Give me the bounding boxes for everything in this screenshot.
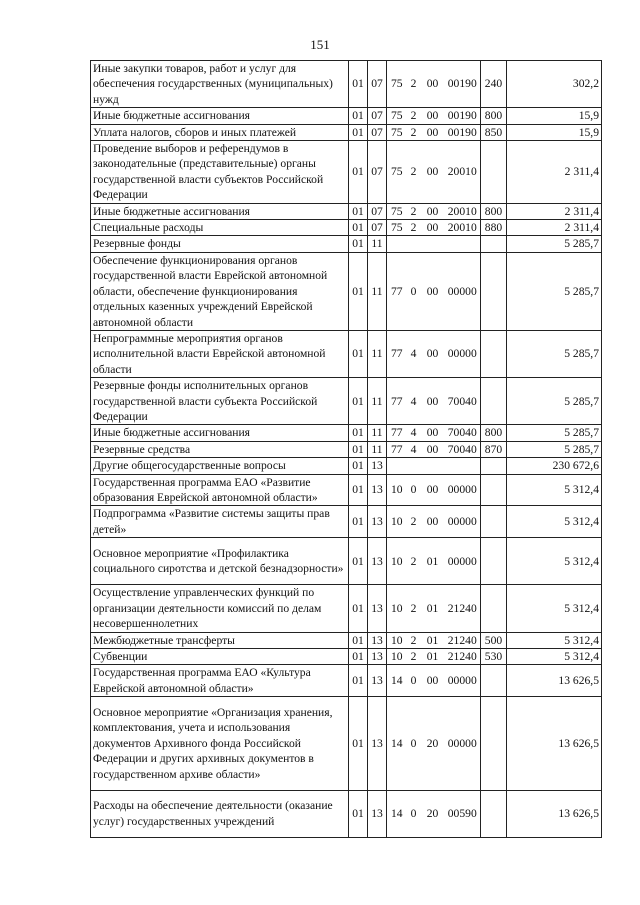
cell-subsection: 13: [368, 538, 387, 585]
cell-name: Государственная программа ЕАО «Развитие образования Еврейской автономной области»: [91, 474, 349, 506]
cell-target-subprogram: 2: [407, 632, 421, 648]
cell-target-activity: 00: [421, 441, 445, 457]
cell-subsection: 11: [368, 252, 387, 330]
cell-target-program: 14: [387, 790, 407, 837]
cell-expense-type: [481, 665, 507, 697]
cell-section: 01: [349, 378, 368, 425]
cell-target-activity: 00: [421, 124, 445, 140]
cell-amount: 5 285,7: [507, 441, 602, 457]
cell-target-activity: 00: [421, 506, 445, 538]
cell-target-subprogram: 0: [407, 252, 421, 330]
cell-target-activity: 00: [421, 425, 445, 441]
cell-target-direction: 70040: [445, 378, 481, 425]
cell-section: 01: [349, 632, 368, 648]
cell-name: Резервные фонды исполнительных органов государственной власти субъекта Российской Федерации: [91, 378, 349, 425]
cell-name: Осуществление управленческих функций по организации деятельности комиссий по делам несовершеннолетних: [91, 585, 349, 632]
cell-target-direction: [445, 458, 481, 474]
cell-amount: 13 626,5: [507, 697, 602, 790]
cell-name: Иные бюджетные ассигнования: [91, 108, 349, 124]
cell-target-direction: 00190: [445, 108, 481, 124]
cell-amount: 5 312,4: [507, 474, 602, 506]
table-row: [91, 665, 602, 697]
cell-expense-type: [481, 236, 507, 252]
cell-amount: 2 311,4: [507, 220, 602, 236]
cell-name: Иные бюджетные ассигнования: [91, 425, 349, 441]
table-row: [91, 790, 602, 837]
cell-target-program: 77: [387, 378, 407, 425]
cell-target-subprogram: 2: [407, 649, 421, 665]
cell-name: Подпрограмма «Развитие системы защиты прав детей»: [91, 506, 349, 538]
cell-target-direction: 00000: [445, 665, 481, 697]
cell-target-activity: 00: [421, 665, 445, 697]
cell-section: 01: [349, 458, 368, 474]
cell-expense-type: 880: [481, 220, 507, 236]
cell-target-program: 75: [387, 124, 407, 140]
table-row: [91, 538, 602, 585]
cell-target-activity: 00: [421, 203, 445, 219]
cell-target-direction: 21240: [445, 649, 481, 665]
table-row: [91, 108, 602, 124]
cell-target-activity: 00: [421, 330, 445, 377]
table-row: [91, 441, 602, 457]
cell-subsection: 13: [368, 665, 387, 697]
cell-target-direction: 20010: [445, 141, 481, 204]
cell-name: Государственная программа ЕАО «Культура Еврейской автономной области»: [91, 665, 349, 697]
cell-target-activity: 01: [421, 649, 445, 665]
cell-amount: 302,2: [507, 61, 602, 108]
cell-section: 01: [349, 441, 368, 457]
cell-section: 01: [349, 141, 368, 204]
cell-target-activity: 01: [421, 585, 445, 632]
table-row: [91, 141, 602, 204]
cell-section: 01: [349, 697, 368, 790]
table-row: [91, 458, 602, 474]
cell-subsection: 11: [368, 378, 387, 425]
cell-target-direction: 00000: [445, 330, 481, 377]
cell-name: Проведение выборов и референдумов в законодательные (представительные) органы государственной власти субъектов Российской Федерации: [91, 141, 349, 204]
cell-target-program: 10: [387, 506, 407, 538]
cell-target-direction: 00000: [445, 538, 481, 585]
cell-target-direction: 20010: [445, 220, 481, 236]
cell-expense-type: [481, 330, 507, 377]
cell-expense-type: 850: [481, 124, 507, 140]
cell-target-program: [387, 236, 407, 252]
cell-target-subprogram: 4: [407, 378, 421, 425]
cell-name: Расходы на обеспечение деятельности (оказание услуг) государственных учреждений: [91, 790, 349, 837]
table-row: [91, 506, 602, 538]
cell-target-program: 10: [387, 474, 407, 506]
cell-expense-type: [481, 378, 507, 425]
cell-amount: 5 285,7: [507, 252, 602, 330]
cell-amount: 5 285,7: [507, 378, 602, 425]
cell-target-program: [387, 458, 407, 474]
cell-target-program: 75: [387, 141, 407, 204]
cell-section: 01: [349, 203, 368, 219]
cell-target-program: 77: [387, 330, 407, 377]
cell-target-activity: [421, 458, 445, 474]
cell-target-direction: 00190: [445, 61, 481, 108]
cell-section: 01: [349, 252, 368, 330]
cell-subsection: 11: [368, 441, 387, 457]
cell-amount: 15,9: [507, 124, 602, 140]
cell-subsection: 11: [368, 236, 387, 252]
cell-amount: 5 312,4: [507, 632, 602, 648]
cell-name: Иные бюджетные ассигнования: [91, 203, 349, 219]
table-row: [91, 632, 602, 648]
cell-subsection: 07: [368, 203, 387, 219]
cell-subsection: 13: [368, 790, 387, 837]
cell-target-subprogram: 4: [407, 441, 421, 457]
cell-target-direction: 00190: [445, 124, 481, 140]
cell-section: 01: [349, 790, 368, 837]
cell-expense-type: 870: [481, 441, 507, 457]
table-row: [91, 697, 602, 790]
cell-expense-type: [481, 585, 507, 632]
cell-target-direction: 70040: [445, 441, 481, 457]
cell-target-subprogram: 4: [407, 330, 421, 377]
cell-expense-type: [481, 474, 507, 506]
table-row: [91, 330, 602, 377]
cell-amount: 15,9: [507, 108, 602, 124]
cell-target-subprogram: 2: [407, 141, 421, 204]
cell-amount: 5 312,4: [507, 585, 602, 632]
cell-subsection: 13: [368, 458, 387, 474]
cell-target-activity: 00: [421, 61, 445, 108]
cell-section: 01: [349, 506, 368, 538]
cell-section: 01: [349, 474, 368, 506]
cell-target-direction: 00590: [445, 790, 481, 837]
cell-target-direction: 00000: [445, 506, 481, 538]
cell-target-activity: 00: [421, 141, 445, 204]
cell-expense-type: 800: [481, 108, 507, 124]
cell-target-activity: 01: [421, 632, 445, 648]
cell-expense-type: 240: [481, 61, 507, 108]
cell-target-subprogram: 0: [407, 474, 421, 506]
cell-section: 01: [349, 425, 368, 441]
table-row: [91, 252, 602, 330]
cell-target-subprogram: [407, 236, 421, 252]
cell-amount: 13 626,5: [507, 790, 602, 837]
cell-name: Иные закупки товаров, работ и услуг для обеспечения государственных (муниципальных) нужд: [91, 61, 349, 108]
cell-subsection: 07: [368, 124, 387, 140]
table-row: [91, 474, 602, 506]
cell-target-program: 14: [387, 697, 407, 790]
cell-amount: 5 285,7: [507, 330, 602, 377]
table-row: [91, 220, 602, 236]
cell-section: 01: [349, 236, 368, 252]
cell-amount: 5 285,7: [507, 236, 602, 252]
table-row: [91, 585, 602, 632]
table-body: [91, 61, 602, 838]
cell-section: 01: [349, 61, 368, 108]
cell-target-program: 77: [387, 441, 407, 457]
table-row: [91, 124, 602, 140]
cell-target-activity: 00: [421, 474, 445, 506]
cell-expense-type: [481, 252, 507, 330]
cell-target-subprogram: 2: [407, 108, 421, 124]
cell-amount: 13 626,5: [507, 665, 602, 697]
cell-section: 01: [349, 108, 368, 124]
cell-section: 01: [349, 220, 368, 236]
cell-subsection: 13: [368, 585, 387, 632]
cell-name: Уплата налогов, сборов и иных платежей: [91, 124, 349, 140]
cell-target-direction: 00000: [445, 252, 481, 330]
cell-target-subprogram: 2: [407, 124, 421, 140]
cell-name: Резервные средства: [91, 441, 349, 457]
cell-subsection: 13: [368, 506, 387, 538]
cell-section: 01: [349, 585, 368, 632]
table-row: [91, 425, 602, 441]
cell-target-direction: 20010: [445, 203, 481, 219]
cell-name: Основное мероприятие «Организация хранения, комплектования, учета и использования документов Архивного фонда Российской Федерации и других архивных документов в государственном архиве области»: [91, 697, 349, 790]
cell-target-direction: 21240: [445, 585, 481, 632]
cell-target-program: 10: [387, 632, 407, 648]
cell-expense-type: 800: [481, 203, 507, 219]
cell-target-program: 75: [387, 61, 407, 108]
cell-name: Основное мероприятие «Профилактика социального сиротства и детской безнадзорности»: [91, 538, 349, 585]
cell-expense-type: 530: [481, 649, 507, 665]
cell-target-program: 14: [387, 665, 407, 697]
cell-amount: 5 312,4: [507, 506, 602, 538]
cell-target-activity: 01: [421, 538, 445, 585]
cell-subsection: 11: [368, 425, 387, 441]
cell-target-program: 75: [387, 220, 407, 236]
table-row: [91, 61, 602, 108]
cell-target-activity: 20: [421, 790, 445, 837]
cell-subsection: 07: [368, 61, 387, 108]
cell-subsection: 13: [368, 697, 387, 790]
cell-section: 01: [349, 665, 368, 697]
cell-subsection: 13: [368, 649, 387, 665]
cell-target-program: 75: [387, 203, 407, 219]
cell-amount: 5 285,7: [507, 425, 602, 441]
cell-amount: 230 672,6: [507, 458, 602, 474]
cell-subsection: 07: [368, 220, 387, 236]
budget-table: [90, 60, 602, 838]
cell-subsection: 13: [368, 632, 387, 648]
cell-target-subprogram: 2: [407, 203, 421, 219]
cell-target-direction: 70040: [445, 425, 481, 441]
cell-section: 01: [349, 330, 368, 377]
cell-expense-type: [481, 506, 507, 538]
cell-target-activity: 00: [421, 108, 445, 124]
cell-subsection: 07: [368, 108, 387, 124]
cell-name: Обеспечение функционирования органов государственной власти Еврейской автономной области, обеспечение функционирования отдельных казенных учреждений Еврейской автономной области: [91, 252, 349, 330]
cell-name: Непрограммные мероприятия органов исполнительной власти Еврейской автономной области: [91, 330, 349, 377]
cell-target-activity: [421, 236, 445, 252]
cell-expense-type: 500: [481, 632, 507, 648]
cell-target-subprogram: [407, 458, 421, 474]
cell-section: 01: [349, 649, 368, 665]
cell-target-program: 75: [387, 108, 407, 124]
cell-amount: 2 311,4: [507, 203, 602, 219]
table-row: [91, 236, 602, 252]
cell-target-subprogram: 0: [407, 790, 421, 837]
cell-amount: 5 312,4: [507, 538, 602, 585]
cell-amount: 2 311,4: [507, 141, 602, 204]
cell-target-program: 77: [387, 425, 407, 441]
cell-target-direction: 21240: [445, 632, 481, 648]
cell-target-direction: [445, 236, 481, 252]
cell-subsection: 07: [368, 141, 387, 204]
table-row: [91, 378, 602, 425]
cell-target-activity: 00: [421, 378, 445, 425]
cell-name: Специальные расходы: [91, 220, 349, 236]
cell-target-activity: 00: [421, 220, 445, 236]
cell-target-program: 77: [387, 252, 407, 330]
cell-target-program: 10: [387, 585, 407, 632]
cell-target-direction: 00000: [445, 697, 481, 790]
cell-subsection: 11: [368, 330, 387, 377]
cell-section: 01: [349, 124, 368, 140]
cell-expense-type: [481, 538, 507, 585]
cell-target-activity: 20: [421, 697, 445, 790]
cell-expense-type: [481, 458, 507, 474]
cell-target-subprogram: 2: [407, 585, 421, 632]
page-number: 151: [310, 37, 330, 52]
cell-target-subprogram: 2: [407, 220, 421, 236]
cell-expense-type: [481, 141, 507, 204]
cell-expense-type: 800: [481, 425, 507, 441]
cell-name: Субвенции: [91, 649, 349, 665]
cell-expense-type: [481, 790, 507, 837]
cell-subsection: 13: [368, 474, 387, 506]
cell-amount: 5 312,4: [507, 649, 602, 665]
cell-name: Резервные фонды: [91, 236, 349, 252]
cell-target-program: 10: [387, 649, 407, 665]
cell-expense-type: [481, 697, 507, 790]
cell-target-program: 10: [387, 538, 407, 585]
cell-name: Межбюджетные трансферты: [91, 632, 349, 648]
cell-section: 01: [349, 538, 368, 585]
cell-target-subprogram: 0: [407, 665, 421, 697]
cell-target-subprogram: 4: [407, 425, 421, 441]
cell-name: Другие общегосударственные вопросы: [91, 458, 349, 474]
cell-target-activity: 00: [421, 252, 445, 330]
cell-target-subprogram: 2: [407, 538, 421, 585]
cell-target-subprogram: 2: [407, 506, 421, 538]
cell-target-direction: 00000: [445, 474, 481, 506]
table-row: [91, 203, 602, 219]
cell-target-subprogram: 2: [407, 61, 421, 108]
table-row: [91, 649, 602, 665]
cell-target-subprogram: 0: [407, 697, 421, 790]
